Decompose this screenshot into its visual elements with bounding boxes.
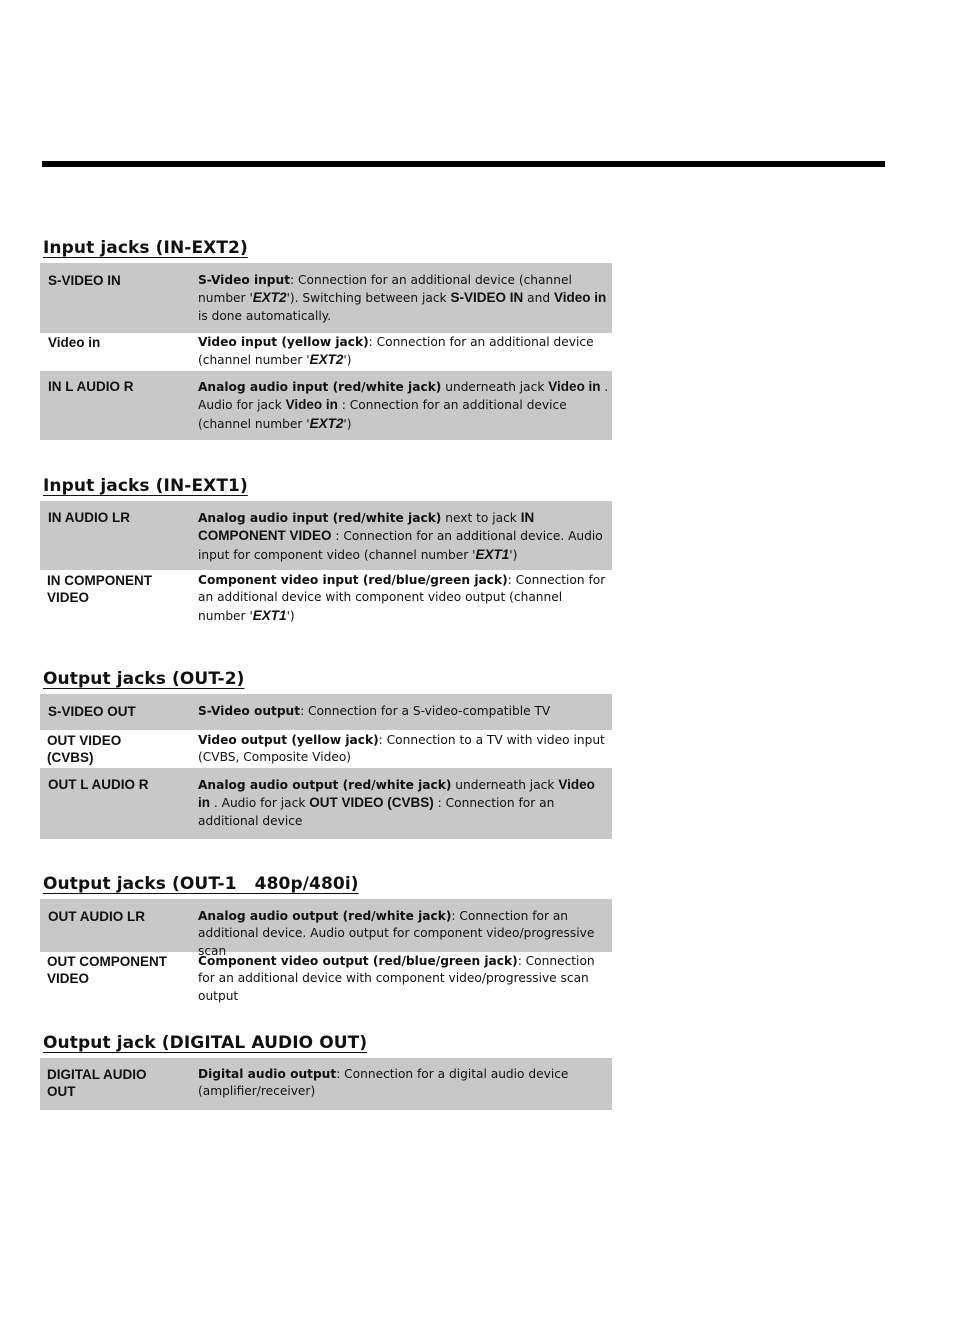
description-text: ') — [343, 416, 352, 431]
jack-label: IN AUDIO LR — [48, 510, 130, 525]
description-text: . Audio for jack — [198, 380, 609, 413]
description-text: : Connection for an additional device (channel number ' — [198, 335, 594, 368]
description-term: Component video output (red/blue/green jack) — [198, 954, 518, 968]
description-term: S-Video input — [198, 273, 291, 287]
section-title: Output jacks (OUT-1 480p/480i) — [43, 874, 359, 894]
jack-description — [198, 776, 612, 839]
jack-description — [198, 334, 612, 371]
table-row — [40, 570, 612, 626]
description-text: ') — [509, 547, 518, 562]
channel-number: EXT1 — [475, 546, 510, 562]
jack-label: S-VIDEO OUT — [48, 704, 136, 719]
jack-description — [198, 272, 612, 333]
jack-description — [198, 732, 612, 768]
description-term: Analog audio input (red/white jack) — [198, 511, 442, 525]
table-row — [40, 263, 612, 333]
description-text: ') — [286, 608, 295, 623]
description-text: : Connection for an additional device. Audio input for component video (channel number ' — [198, 529, 603, 562]
description-text: ') — [343, 353, 352, 368]
table-row — [40, 371, 612, 440]
section-title: Input jacks (IN-EXT2) — [43, 238, 248, 258]
jack-reference: OUT VIDEO (CVBS) — [309, 795, 434, 811]
description-text: and — [523, 291, 554, 306]
jack-reference: S-VIDEO IN — [450, 290, 524, 306]
description-term: Video output (yellow jack) — [198, 733, 379, 747]
section-title: Output jack (DIGITAL AUDIO OUT) — [43, 1033, 368, 1053]
channel-number: EXT1 — [252, 607, 287, 623]
section-input-ext2 — [40, 237, 612, 440]
description-text: : Connection for a S-video-compatible TV — [300, 704, 551, 718]
table-row — [40, 694, 612, 730]
description-text: : Connection for an additional device (channel number ' — [198, 398, 567, 431]
table-row — [40, 952, 612, 1007]
jack-description — [198, 908, 612, 958]
jack-label: DIGITAL AUDIO OUT — [47, 1067, 147, 1099]
jack-reference: Video in — [198, 777, 595, 811]
jack-description — [198, 1066, 612, 1110]
jack-description — [198, 509, 612, 570]
table-row — [40, 1058, 612, 1110]
description-text: '). Switching between jack — [286, 291, 451, 306]
description-text: . Audio for jack — [210, 796, 310, 811]
description-text: : Connection for an additional device. Audio output for component video/progressive scan — [198, 909, 595, 958]
jack-reference: Video in — [285, 397, 338, 413]
channel-number: EXT2 — [309, 415, 344, 431]
description-text: underneath jack — [441, 380, 549, 394]
section-output-2 — [40, 668, 612, 839]
description-text: underneath jack — [451, 778, 559, 792]
table-row — [40, 501, 612, 570]
description-term: S-Video output — [198, 704, 301, 718]
section-output-1 — [40, 873, 612, 1007]
description-text: : Connection for an additional device with component video/progressive scan output — [198, 954, 595, 1003]
description-term: Analog audio input (red/white jack) — [198, 380, 442, 394]
jack-reference: Video in — [548, 379, 601, 394]
jack-description — [198, 703, 612, 730]
description-text: : Connection to a TV with video input (CVBS, Composite Video) — [198, 733, 605, 765]
description-text: : Connection for an additional device with component video output (channel number ' — [198, 573, 606, 623]
section-digital-audio-out — [40, 1032, 612, 1110]
description-text: : Connection for a digital audio device (amplifier/receiver) — [198, 1067, 569, 1099]
description-term: Component video input (red/blue/green jack) — [198, 573, 508, 587]
description-term: Analog audio output (red/white jack) — [198, 778, 452, 792]
channel-number: EXT2 — [252, 290, 287, 306]
table-row — [40, 333, 612, 371]
table-row — [40, 730, 612, 768]
channel-number: EXT2 — [309, 352, 344, 368]
jack-label: OUT AUDIO LR — [48, 909, 145, 924]
description-text: next to jack — [441, 511, 521, 525]
section-input-ext1 — [40, 475, 612, 626]
jack-reference: IN COMPONENT VIDEO — [198, 510, 535, 544]
jack-description — [198, 953, 612, 1007]
jack-label: S-VIDEO IN — [48, 273, 121, 288]
table-row — [40, 899, 612, 958]
jack-label: IN L AUDIO R — [48, 379, 134, 394]
description-term: Analog audio output (red/white jack) — [198, 909, 452, 923]
jack-label: OUT L AUDIO R — [48, 777, 149, 792]
jack-label: OUT VIDEO (CVBS) — [47, 733, 122, 765]
header-rule — [42, 161, 885, 167]
jack-description — [198, 572, 612, 626]
jack-reference: Video in — [553, 290, 607, 306]
description-text: : Connection for an additional device — [198, 796, 555, 828]
jack-description — [198, 378, 612, 440]
section-title: Input jacks (IN-EXT1) — [43, 476, 248, 496]
description-text: : Connection for an additional device (channel number ' — [198, 273, 572, 306]
description-term: Digital audio output — [198, 1067, 337, 1081]
table-row — [40, 768, 612, 839]
description-text: is done automatically. — [198, 308, 332, 323]
jack-label: Video in — [48, 335, 101, 350]
description-term: Video input (yellow jack) — [198, 335, 369, 349]
jack-label: OUT COMPONENT VIDEO — [47, 954, 167, 986]
jack-label: IN COMPONENT VIDEO — [47, 573, 153, 605]
section-title: Output jacks (OUT-2) — [43, 669, 245, 689]
